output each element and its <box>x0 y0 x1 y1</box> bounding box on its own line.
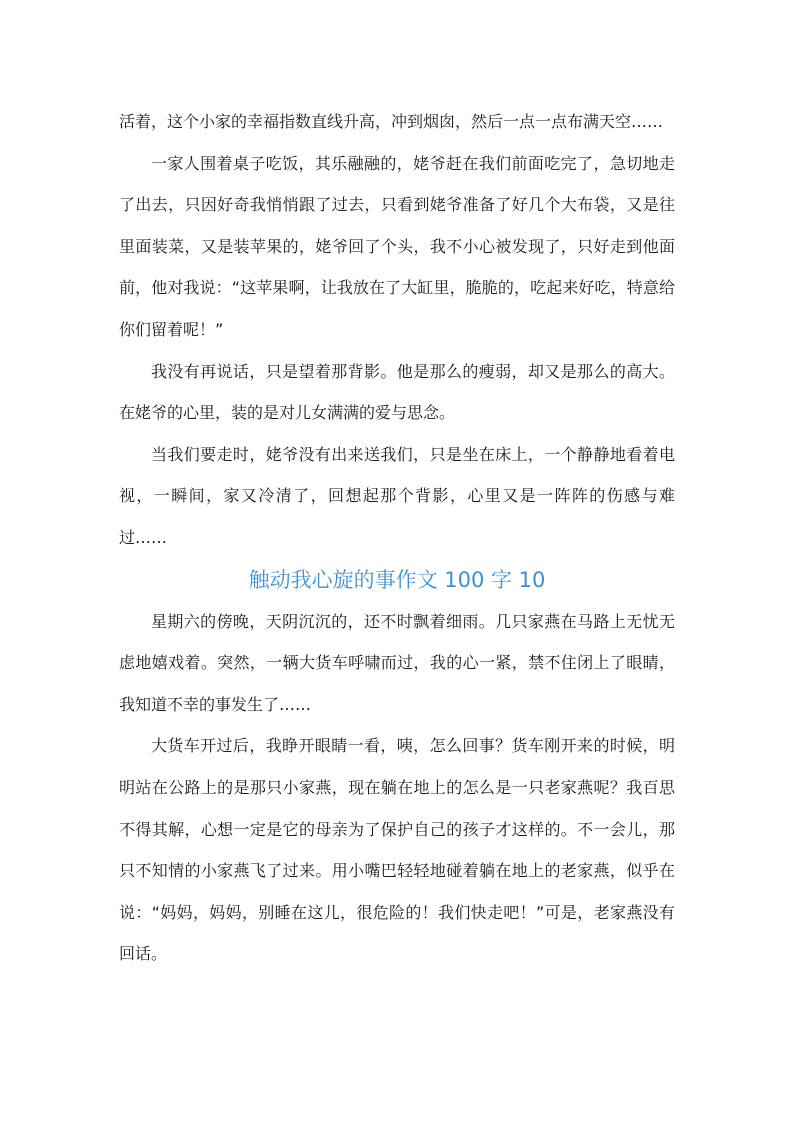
paragraph-mother-swallow: 大货车开过后，我睁开眼睛一看，咦，怎么回事？货车刚开来的时候，明明站在公路上的是那只小家燕，现在躺在地上的怎么是一只老家燕呢？我百思不得其解，心想一定是它的母亲为了保护自己的孩子才这样的。不一会儿，那只不知情的小家燕飞了过来。用小嘴巴轻轻地碰着躺在地上的老家燕，似乎在说：“妈妈，妈妈，别睡在这儿，很危险的！我们快走吧！”可是，老家燕没有回话。 <box>119 736 675 964</box>
article-body <box>119 101 675 975</box>
paragraph-swallows: 星期六的傍晚，天阴沉沉的，还不时飘着细雨。几只家燕在马路上无忧无虑地嬉戏着。突然，一辆大货车呼啸而过，我的心一紧，禁不住闭上了眼睛，我知道不幸的事发生了…… <box>119 611 675 714</box>
paragraph-departure: 当我们要走时，姥爷没有出来送我们，只是坐在床上，一个静静地看着电视，一瞬间，家又冷清了，回想起那个背影，心里又是一阵阵的伤感与难过…… <box>119 444 675 547</box>
paragraph-back-view: 我没有再说话，只是望着那背影。他是那么的瘦弱，却又是那么的高大。在姥爷的心里，装的是对儿女满满的爱与思念。 <box>119 361 675 423</box>
section-heading: 触动我心旋的事作文 100 字 10 <box>248 567 546 592</box>
paragraph-family-dinner: 一家人围着桌子吃饭，其乐融融的，姥爷赶在我们前面吃完了，急切地走了出去，只因好奇我悄悄跟了过去，只看到姥爷准备了好几个大布袋，又是往里面装菜，又是装苹果的，姥爷回了个头，我不小心被发现了，只好走到他面前，他对我说：“这苹果啊，让我放在了大缸里，脆脆的，吃起来好吃，特意给你们留着呢！” <box>119 153 675 339</box>
paragraph-continuation: 活着，这个小家的幸福指数直线升高，冲到烟囱，然后一点一点布满天空…… <box>119 112 664 131</box>
